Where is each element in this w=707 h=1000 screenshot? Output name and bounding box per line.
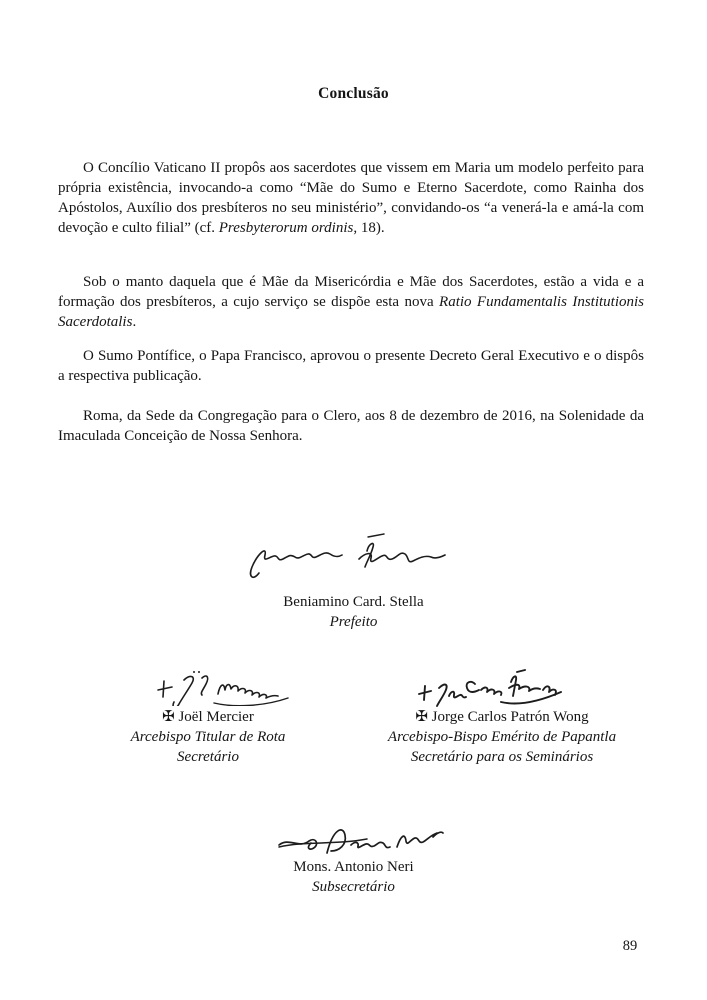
paragraph-1 bbox=[58, 158, 644, 238]
paragraph-4: Roma, da Sede da Congregação para o Clero, aos 8 de dezembro de 2016, na Solenidade da Imaculada Conceição de Nossa Senhora. bbox=[58, 408, 644, 444]
patron-wong-handwritten-signature bbox=[413, 668, 563, 710]
paragraph-2-text: Sob o manto daquela que é Mãe da Misericórdia e Mãe dos Sacerdotes, estão a vida e a formação dos presbíteros, a cujo serviço se dispõe esta nova bbox=[58, 274, 644, 310]
paragraph-2-end: . bbox=[132, 314, 137, 330]
paragraph-2 bbox=[58, 272, 644, 332]
paragraph-2-italic-citation: Ratio Fundamentalis Institutionis Sacerdotalis bbox=[58, 294, 645, 330]
secretario-title-1: Arcebispo Titular de Rota bbox=[130, 729, 286, 745]
prefeito-title: Prefeito bbox=[329, 614, 378, 630]
neri-handwritten-signature bbox=[275, 819, 445, 859]
secretario-seminarios-title-1: Arcebispo-Bispo Emérito de Papantla bbox=[387, 729, 617, 745]
page-number: 89 bbox=[622, 938, 638, 954]
subsecretario-title: Subsecretário bbox=[312, 879, 395, 895]
prefeito-name: Beniamino Card. Stella bbox=[283, 594, 424, 610]
paragraph-1-end: , 18). bbox=[353, 220, 385, 236]
stella-handwritten-signature bbox=[245, 527, 455, 579]
secretario-seminarios-block bbox=[352, 707, 652, 767]
secretario-seminarios-title-2: Secretário para os Seminários bbox=[410, 749, 594, 765]
paragraph-1-text: O Concílio Vaticano II propôs aos sacerdotes que vissem em Maria um modelo perfeito para própria existência, invocando-a como “Mãe do Sumo e Eterno Sacerdote, como Rainha dos Apóstolos, Auxílio dos presbíteros no seu ministério”, convidando-os “a venerá-la e amá-la com devoção e culto filial” (cf. bbox=[58, 160, 644, 236]
subsecretario-name: Mons. Antonio Neri bbox=[293, 859, 414, 875]
secretario-block bbox=[58, 707, 358, 767]
paragraph-3: O Sumo Pontífice, o Papa Francisco, aprovou o presente Decreto Geral Executivo e o dispôs a respectiva publicação. bbox=[58, 348, 644, 384]
secretario-title-2: Secretário bbox=[177, 749, 239, 765]
page-title: Conclusão bbox=[318, 85, 389, 102]
secretario-seminarios-name: ✠ Jorge Carlos Patrón Wong bbox=[415, 709, 589, 725]
secretario-name: ✠ Joël Mercier bbox=[162, 709, 254, 725]
mercier-handwritten-signature bbox=[150, 666, 295, 706]
subsecretario-block bbox=[0, 857, 707, 897]
paragraph-1-italic-citation: Presbyterorum ordinis bbox=[218, 220, 354, 236]
